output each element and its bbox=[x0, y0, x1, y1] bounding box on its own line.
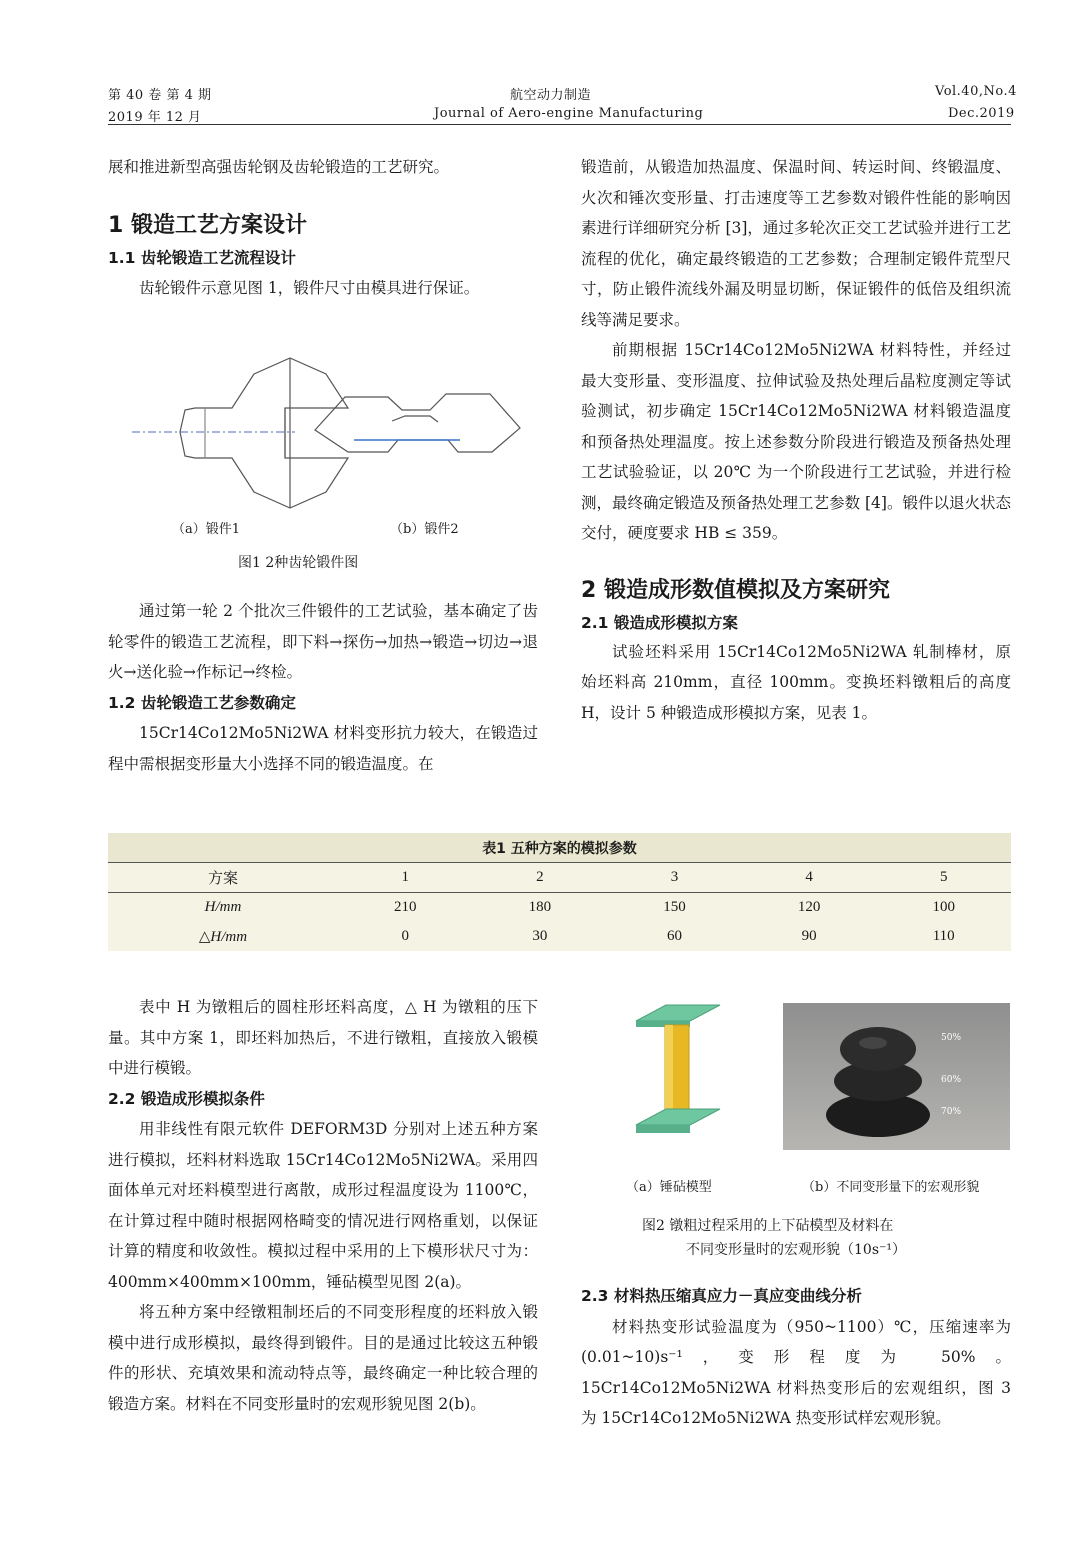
table-cell: H/mm bbox=[108, 893, 338, 923]
macro-morphology-photo bbox=[783, 1003, 1010, 1150]
figure-2-caption-line1: 图2 镦粗过程采用的上下砧模型及材料在 bbox=[642, 1218, 894, 1234]
table-cell: 210 bbox=[338, 893, 473, 923]
photo-label-60: 60% bbox=[941, 1075, 962, 1085]
figure-1-caption: 图1 2种齿轮锻件图 bbox=[238, 555, 359, 571]
left-column bbox=[108, 152, 538, 303]
table-header-cell: 5 bbox=[876, 863, 1011, 893]
subsection-heading-1-1: 1.1 齿轮锻造工艺流程设计 bbox=[108, 248, 296, 267]
subsection-heading-1-2: 1.2 齿轮锻造工艺参数确定 bbox=[108, 693, 296, 712]
paragraph: 通过第一轮 2 个批次三件锻件的工艺试验，基本确定了齿轮零件的锻造工艺流程，即下料→探伤→加热→锻造→切边→退火→送化验→作标记→终检。 bbox=[108, 602, 538, 681]
forging-2-drawing bbox=[315, 394, 520, 452]
subsection-heading-2-3: 2.3 材料热压缩真应力－真应变曲线分析 bbox=[581, 1287, 862, 1305]
table-header-cell: 3 bbox=[607, 863, 742, 893]
section-heading-2: 2 锻造成形数值模拟及方案研究 bbox=[581, 577, 890, 603]
figure-2-caption-line2: 不同变形量时的宏观形貌（10s⁻¹） bbox=[686, 1242, 907, 1258]
journal-volume: 第 40 卷 第 4 期 bbox=[108, 88, 212, 103]
table-row bbox=[108, 922, 1011, 951]
table-header-cell: 4 bbox=[742, 863, 877, 893]
header-rule bbox=[108, 124, 1011, 125]
table-cell: 60 bbox=[607, 922, 742, 951]
paragraph: 表中 H 为镦粗后的圆柱形坯料高度，△ H 为镦粗的压下量。其中方案 1，即坯料加热后，不进行镦粗，直接放入锻模中进行模锻。 bbox=[108, 998, 538, 1077]
table-cell: 110 bbox=[876, 922, 1011, 951]
photo-label-70: 70% bbox=[941, 1107, 962, 1117]
left-column-lower bbox=[108, 596, 538, 779]
left-column-after-table bbox=[108, 992, 538, 1419]
fig2-sub-a: （a）锤砧模型 bbox=[626, 1180, 712, 1195]
table-cell: 0 bbox=[338, 922, 473, 951]
paragraph: 用非线性有限元软件 DEFORM3D 分别对上述五种方案进行模拟，坯料材料选取 15Cr14Co12Mo5Ni2WA。采用四面体单元对坯料模型进行离散，成形过程温度设为 1100℃，在计算过程中随时根据网格畸变的情况进行网格重划，以保证计算的精度和收敛性。模拟过程中采用的上下模形状尺寸为：400mm×400mm×100mm，锤砧模型见图 2(a)。 bbox=[108, 1120, 538, 1291]
table-cell: △H/mm bbox=[108, 922, 338, 951]
compressed-specimens bbox=[783, 1003, 1010, 1150]
table-cell: 100 bbox=[876, 893, 1011, 923]
table-header-cell: 方案 bbox=[108, 863, 338, 893]
photo-label-50: 50% bbox=[941, 1033, 962, 1043]
table-1 bbox=[108, 833, 1011, 951]
fig1-sub-b: （b）锻件2 bbox=[390, 522, 459, 537]
table-header-cell: 1 bbox=[338, 863, 473, 893]
journal-date-en: Dec.2019 bbox=[948, 106, 1015, 121]
forging-1-drawing bbox=[180, 358, 348, 508]
journal-name-cn: 航空动力制造 bbox=[510, 88, 592, 103]
paragraph: 试验坯料采用 15Cr14Co12Mo5Ni2WA 轧制棒材，原始坯料高 210mm，直径 100mm。变换坯料镦粗后的高度 H，设计 5 种锻造成形模拟方案，见表 1。 bbox=[581, 642, 1011, 722]
anvil-model-drawing bbox=[632, 1003, 724, 1153]
figure-1-drawing bbox=[130, 352, 530, 512]
fig1-sub-a: （a）锻件1 bbox=[172, 522, 241, 537]
paragraph: 将五种方案中经镦粗制坯后的不同变形程度的坯料放入锻模中进行成形模拟，最终得到锻件。目的是通过比较这五种锻件的形状、充填效果和流动特点等，最终确定一种比较合理的锻造方案。材料在不同变形量时的宏观形貌见图 2(b)。 bbox=[108, 1303, 538, 1413]
table-header-row bbox=[108, 863, 1011, 893]
paragraph: 材料热变形试验温度为（950~1100）℃，压缩速率为(0.01~10)s⁻¹，变形程度为 50%。15Cr14Co12Mo5Ni2WA 材料热变形后的宏观组织，图 3 为 15Cr14Co12Mo5Ni2WA 热变形试样宏观形貌。 bbox=[581, 1317, 1011, 1427]
table-cell: 30 bbox=[473, 922, 608, 951]
table-cell: 180 bbox=[473, 893, 608, 923]
subsection-heading-2-1: 2.1 锻造成形模拟方案 bbox=[581, 613, 738, 632]
journal-vol-en: Vol.40,No.4 bbox=[935, 84, 1017, 99]
table-header-cell: 2 bbox=[473, 863, 608, 893]
fig2-sub-b: （b）不同变形量下的宏观形貌 bbox=[802, 1180, 980, 1195]
section-heading-1: 1 锻造工艺方案设计 bbox=[108, 212, 307, 238]
table-cell: 150 bbox=[607, 893, 742, 923]
journal-date: 2019 年 12 月 bbox=[108, 110, 202, 125]
paragraph: 展和推进新型高强齿轮钢及齿轮锻造的工艺研究。 bbox=[108, 158, 450, 176]
paragraph: 15Cr14Co12Mo5Ni2WA 材料变形抗力较大，在锻造过程中需根据变形量大小选择不同的锻造温度。在 bbox=[108, 724, 538, 773]
right-column bbox=[581, 152, 1011, 728]
table-title: 表1 五种方案的模拟参数 bbox=[108, 833, 1011, 863]
paragraph: 齿轮锻件示意见图 1，锻件尺寸由模具进行保证。 bbox=[139, 278, 480, 297]
table-cell: 120 bbox=[742, 893, 877, 923]
subsection-heading-2-2: 2.2 锻造成形模拟条件 bbox=[108, 1089, 265, 1108]
paragraph: 前期根据 15Cr14Co12Mo5Ni2WA 材料特性，并经过最大变形量、变形温度、拉伸试验及热处理后晶粒度测定等试验测试，初步确定 15Cr14Co12Mo5Ni2WA 材料锻造温度和预备热处理温度。按上述参数分阶段进行锻造及预备热处理工艺试验验证，以 20℃ 为一个阶段进行工艺试验，并进行检测，最终确定锻造及预备热处理工艺参数 [4]。锻件以退火状态交付，硬度要求 HB ≤ 359。 bbox=[581, 341, 1011, 542]
paragraph: 锻造前，从锻造加热温度、保温时间、转运时间、终锻温度、火次和锤次变形量、打击速度等工艺参数对锻件性能的影响因素进行详细研究分析 [3]，通过多轮次正交工艺试验并进行工艺流程的优化，确定最终锻造的工艺参数；合理制定锻件荒型尺寸，防止锻件流线外漏及明显切断，保证锻件的低倍及组织流线等满足要求。 bbox=[581, 158, 1011, 329]
table-cell: 90 bbox=[742, 922, 877, 951]
journal-name-en: Journal of Aero-engine Manufacturing bbox=[434, 106, 704, 121]
table-row bbox=[108, 893, 1011, 923]
right-column-lower bbox=[581, 1281, 1011, 1434]
